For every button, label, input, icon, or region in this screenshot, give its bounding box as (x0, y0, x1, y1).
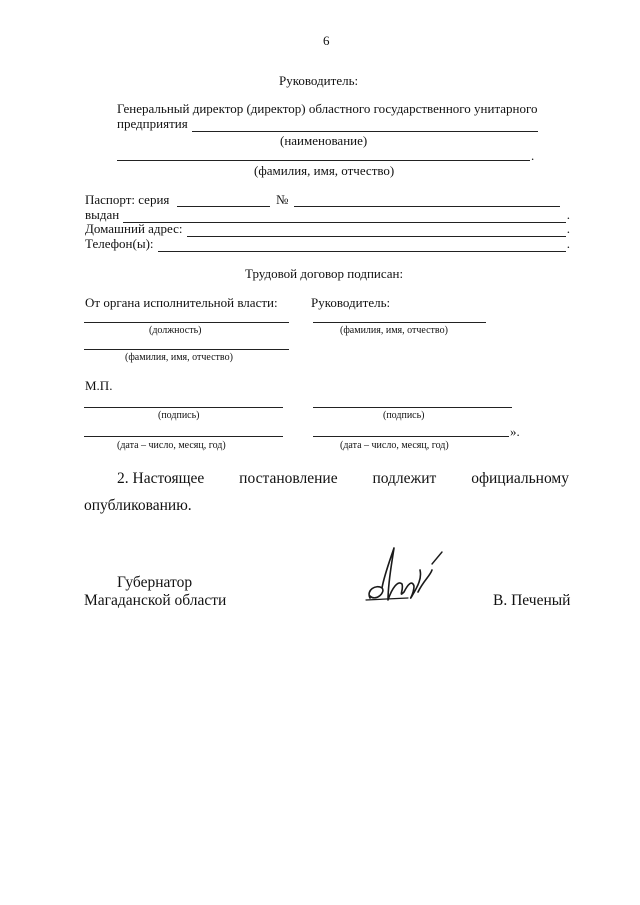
fio-line-right (313, 322, 486, 323)
governor-title-line2: Магаданской области (84, 592, 227, 609)
position-line-left (84, 322, 289, 323)
clause-word-3: подлежит (372, 470, 437, 487)
caption-position: (должность) (149, 325, 202, 336)
section-title-director: Руководитель: (279, 73, 359, 88)
enterprise-name-line (192, 120, 538, 132)
date-line-right (313, 436, 509, 437)
fio-line-dot: . (531, 148, 535, 163)
caption-name: (наименование) (280, 133, 368, 148)
phone-field (85, 236, 570, 252)
clause-line2: опубликованию. (84, 497, 192, 514)
caption-fio-left: (фамилия, имя, отчество) (125, 352, 233, 363)
position-text-line1: Генеральный директор (директор) областного государственного унитарного (117, 101, 538, 116)
signed-right-title: Руководитель: (311, 295, 391, 310)
caption-sign-left: (подпись) (158, 410, 200, 421)
contract-signed-title: Трудовой договор подписан: (245, 266, 404, 281)
clause-line1 (117, 470, 569, 488)
governor-name: В. Печеный (493, 592, 571, 609)
caption-fio-director: (фамилия, имя, отчество) (254, 163, 395, 178)
sign-line-left (84, 407, 283, 408)
issued-label: выдан (85, 207, 120, 222)
passport-number-label: № (276, 192, 289, 207)
caption-fio-right: (фамилия, имя, отчество) (340, 325, 448, 336)
phone-label: Телефон(ы): (85, 236, 154, 251)
address-dot: . (566, 221, 570, 236)
issued-dot: . (566, 207, 570, 222)
date-line-left (84, 436, 283, 437)
caption-date-right: (дата – число, месяц, год) (340, 440, 449, 451)
address-label: Домашний адрес: (85, 221, 183, 236)
address-field (85, 221, 570, 237)
stamp-place-label: М.П. (85, 378, 113, 393)
enterprise-label: предприятия (117, 116, 188, 131)
governor-signature (362, 540, 452, 610)
fio-line-left (84, 349, 289, 350)
governor-title-line1: Губернатор (117, 574, 193, 591)
phone-line (158, 240, 566, 252)
sign-line-right (313, 407, 512, 408)
signed-left-title: От органа исполнительной власти: (85, 295, 278, 310)
caption-sign-right: (подпись) (383, 410, 425, 421)
passport-series-label: Паспорт: серия (85, 192, 170, 207)
page-number: 6 (323, 33, 330, 48)
caption-date-left: (дата – число, месяц, год) (117, 440, 226, 451)
phone-dot: . (566, 236, 570, 251)
clause-word-4: официальному (471, 470, 569, 487)
clause-word-1: 2. Настоящее (117, 470, 205, 487)
fio-line-director (117, 160, 530, 161)
clause-word-2: постановление (239, 470, 338, 487)
date-end-quote: ». (510, 424, 520, 439)
enterprise-name-field (117, 116, 538, 132)
